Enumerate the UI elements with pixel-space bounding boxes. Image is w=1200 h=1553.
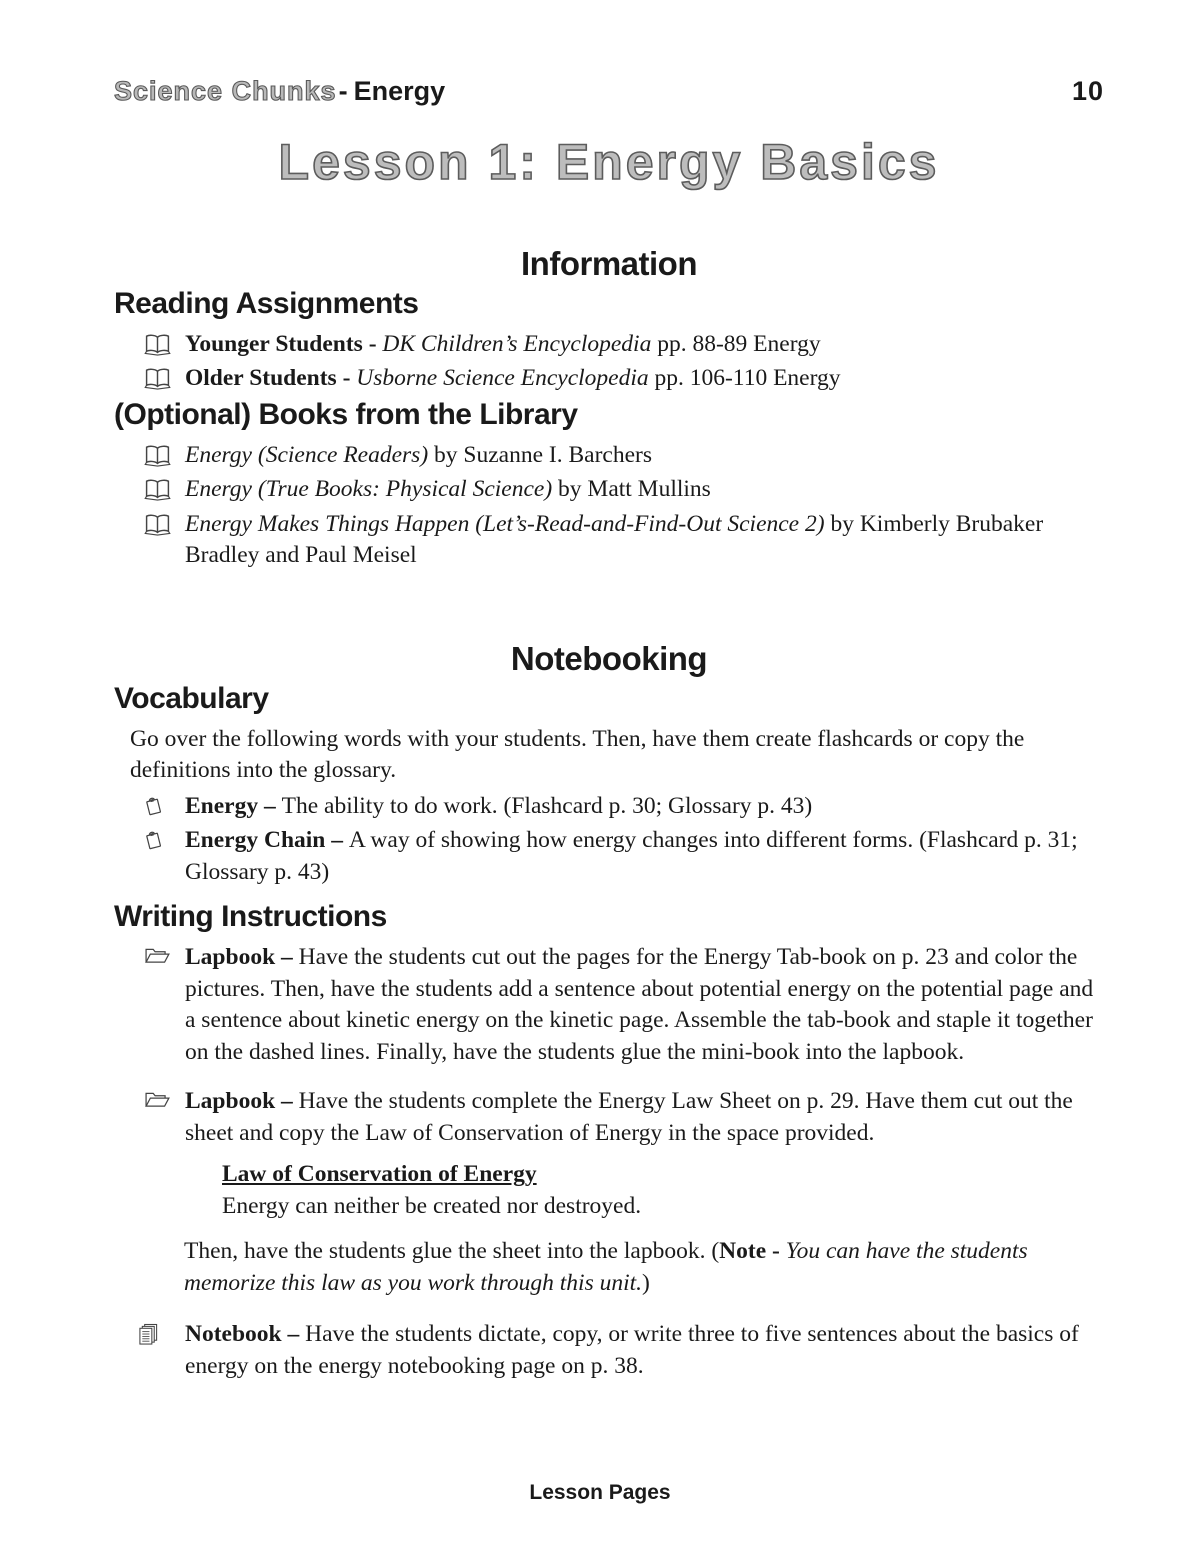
- page-number: 10: [1071, 76, 1104, 106]
- open-book-icon: [144, 440, 185, 467]
- lapbook-instruction: Lapbook – Have the students cut out the pages for the Energy Tab-book on p. 23 and color the pictures. Then, have the students add a sentence about potential energy on the potential page and a sentence about kinetic energy on the kinetic page. Assemble the tab-book and staple it together on the dashed lines. Finally, have the students glue the mini-book into the lapbook.: [185, 944, 1094, 1065]
- vocabulary-list: [114, 791, 1104, 888]
- open-book-icon: [144, 509, 185, 536]
- library-books-list: [114, 440, 1104, 572]
- section-heading-notebooking: Notebooking: [510, 639, 708, 677]
- page-header: [114, 76, 1104, 107]
- open-book-icon: [144, 474, 185, 501]
- lapbook-instruction: Lapbook – Have the students complete the Energy Law Sheet on p. 29. Have them cut out the sheet and copy the Law of Conservation of Energy in the space provided.: [185, 1088, 1073, 1146]
- list-item: [114, 509, 1104, 572]
- subsection-library-books: (Optional) Books from the Library: [114, 397, 578, 431]
- list-item: [114, 440, 1104, 471]
- library-book: Energy (Science Readers) by Suzanne I. Barchers: [185, 441, 652, 468]
- list-item: [114, 825, 1104, 888]
- glue-note-paragraph: Then, have the students glue the sheet into the lapbook. (Note - You can have the students memorize this law as you work through this unit.): [184, 1238, 1028, 1296]
- open-book-icon: [144, 363, 185, 390]
- vocabulary-intro: Go over the following words with your students. Then, have them create flashcards or copy the definitions into the glossary.: [130, 725, 1025, 784]
- law-block: [222, 1159, 1104, 1222]
- header-separator: -: [338, 76, 348, 106]
- subsection-writing-instructions: Writing Instructions: [114, 900, 387, 934]
- section-heading-information: Information: [521, 245, 697, 282]
- open-folder-icon: [144, 942, 185, 965]
- unit-name: Energy: [353, 76, 446, 106]
- list-item: [114, 1086, 1104, 1149]
- notebook-pages-icon: [138, 1319, 185, 1346]
- open-book-icon: [144, 329, 185, 356]
- reading-assignment: Older Students - Usborne Science Encyclopedia pp. 106-110 Energy: [185, 365, 841, 392]
- series-name: Science Chunks: [114, 76, 337, 106]
- reading-assignments-list: [114, 329, 1104, 395]
- notebook-instruction: Notebook – Have the students dictate, copy, or write three to five sentences about the basics of energy on the energy notebooking page on p. 38.: [185, 1321, 1079, 1379]
- page-footer: [0, 1481, 1200, 1505]
- subsection-reading-assignments: Reading Assignments: [114, 287, 419, 320]
- footer-label: Lesson Pages: [529, 1481, 671, 1504]
- law-text: Energy can neither be created nor destroyed.: [222, 1192, 642, 1219]
- open-folder-icon: [144, 1086, 185, 1109]
- list-item: [114, 329, 1104, 360]
- list-item: [114, 1319, 1104, 1382]
- vocab-term: Energy Chain – A way of showing how energy changes into different forms. (Flashcard p. 31; Glossary p. 43): [185, 827, 1078, 885]
- list-item: [114, 791, 1104, 822]
- subsection-vocabulary: Vocabulary: [114, 681, 269, 715]
- flashcard-icon: [144, 791, 185, 817]
- library-book: Energy Makes Things Happen (Let’s-Read-and-Find-Out Science 2) by Kimberly Brubaker Bradley and Paul Meisel: [185, 510, 1044, 569]
- list-item: [114, 474, 1104, 505]
- reading-assignment: Younger Students - DK Children’s Encyclopedia pp. 88-89 Energy: [185, 331, 821, 357]
- notebook-list: [114, 1319, 1104, 1382]
- writing-instructions-list: [114, 942, 1104, 1149]
- running-header: [114, 76, 445, 107]
- library-book: Energy (True Books: Physical Science) by Matt Mullins: [185, 476, 711, 503]
- law-title: Law of Conservation of Energy: [222, 1161, 537, 1188]
- flashcard-icon: [144, 825, 185, 851]
- list-item: [114, 942, 1104, 1068]
- lesson-title: Lesson 1: Energy Basics: [278, 134, 940, 190]
- vocab-term: Energy – The ability to do work. (Flashcard p. 30; Glossary p. 43): [185, 792, 813, 819]
- list-item: [114, 363, 1104, 394]
